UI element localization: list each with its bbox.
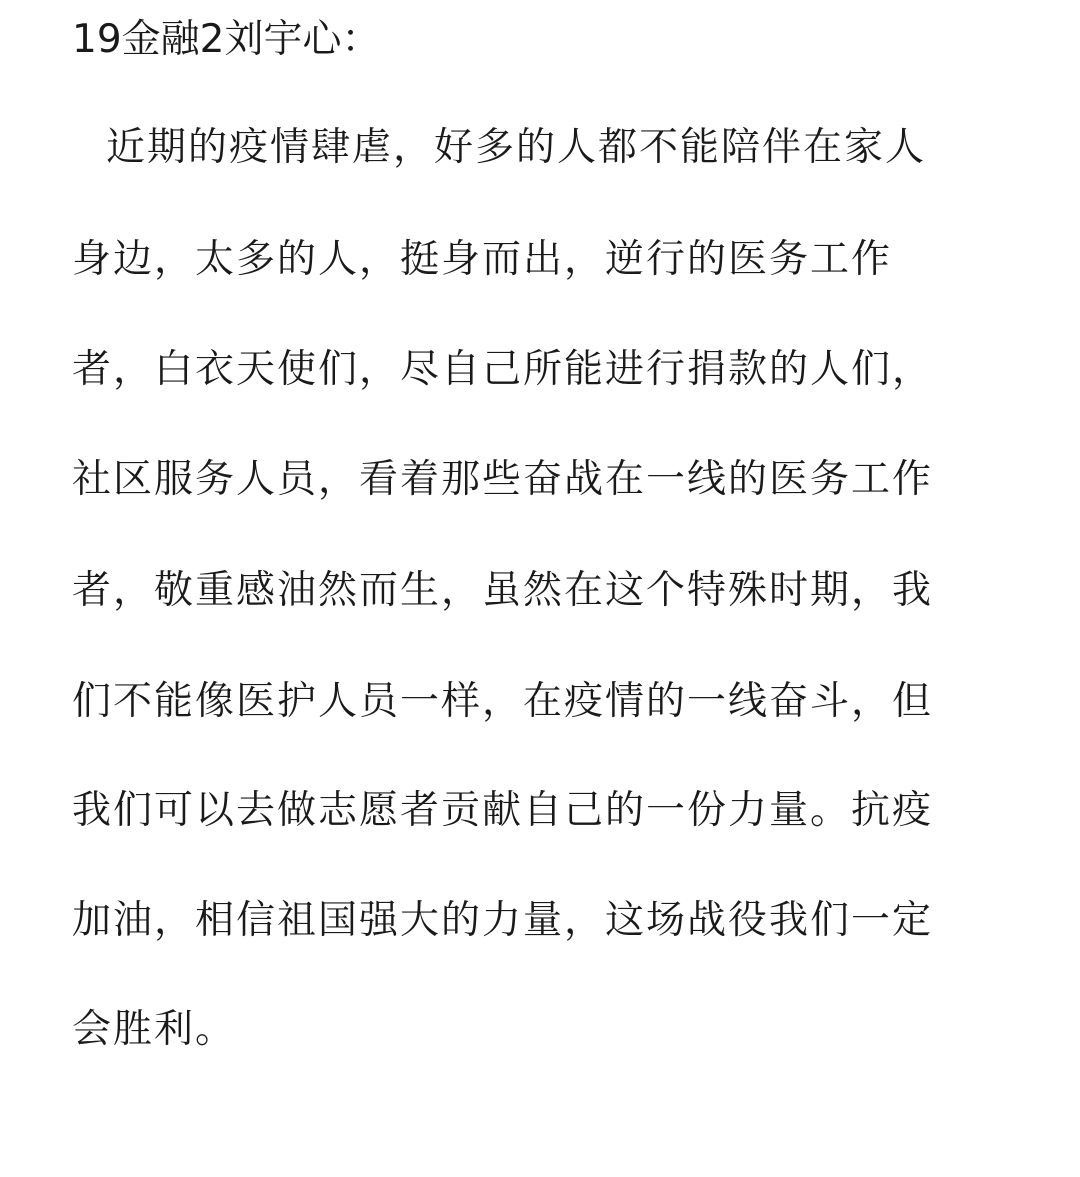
paragraph-line-7: 我们可以去做志愿者贡献自己的一份力量。抗疫: [72, 788, 934, 833]
paragraph-line-2: 身边，太多的人，挺身而出，逆行的医务工作: [72, 237, 893, 282]
paragraph-line-1: 近期的疫情肆虐，好多的人都不能陪伴在家人: [106, 125, 927, 170]
paragraph-line-5: 者，敬重感油然而生，虽然在这个特殊时期，我: [72, 568, 934, 613]
paragraph-line-6: 们不能像医护人员一样，在疫情的一线奋斗，但: [72, 679, 934, 724]
paragraph-line-9: 会胜利。: [72, 1007, 237, 1052]
paragraph-line-3: 者，白衣天使们，尽自己所能进行捐款的人们，: [72, 347, 934, 392]
author-header: 19金融2刘宇心：: [72, 17, 381, 62]
paragraph-line-8: 加油，相信祖国强大的力量，这场战役我们一定: [72, 898, 934, 943]
paragraph-line-4: 社区服务人员，看着那些奋战在一线的医务工作: [72, 457, 934, 502]
